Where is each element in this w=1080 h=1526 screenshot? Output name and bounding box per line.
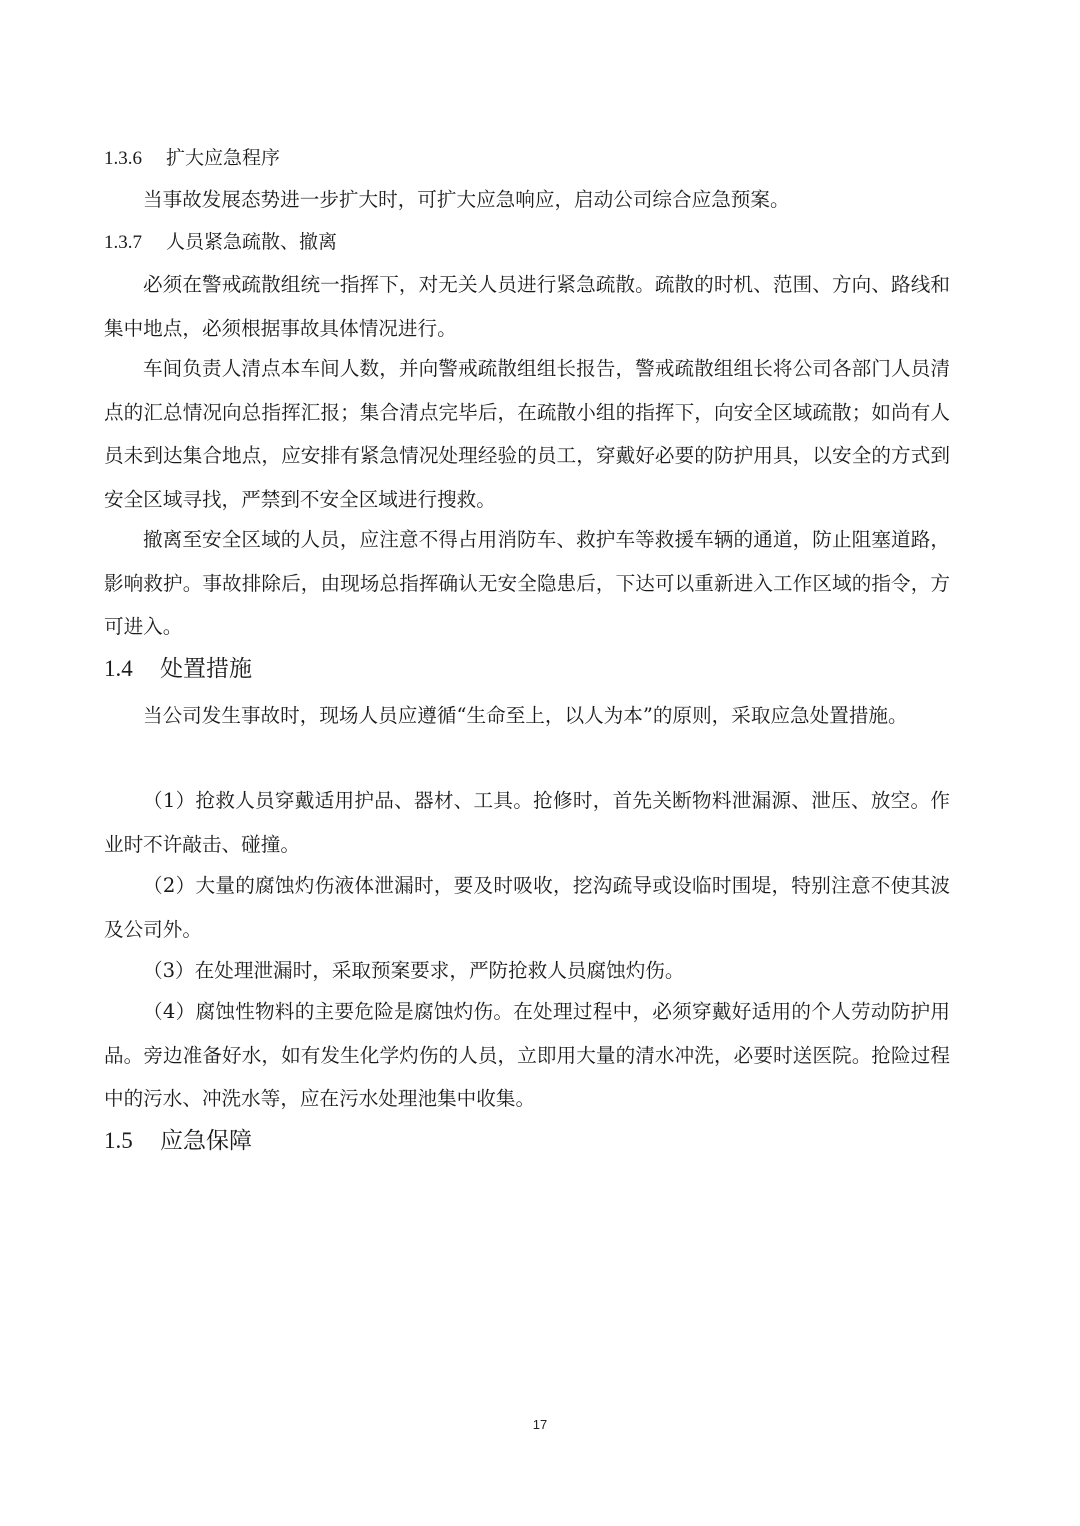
section-number: 1.3.6 <box>104 148 142 169</box>
paragraph-measure-1: （1）抢救人员穿戴适用护品、器材、工具。抢修时，首先关断物料泄漏源、泄压、放空。作业时不许敲击、碰撞。 <box>104 789 950 856</box>
section-number: 1.5 <box>104 1128 133 1153</box>
paragraph-measure-3: （3）在处理泄漏时，采取预案要求，严防抢救人员腐蚀灼伤。 <box>143 959 685 982</box>
page-number: 17 <box>532 1417 548 1432</box>
paragraph-measure-4: （4）腐蚀性物料的主要危险是腐蚀灼伤。在处理过程中，必须穿戴好适用的个人劳动防护用品。旁边准备好水，如有发生化学灼伤的人员，立即用大量的清水冲洗，必要时送医院。抢险过程中的污水、冲洗水等，应在污水处理池集中收集。 <box>104 1000 950 1110</box>
section-title: 应急保障 <box>160 1128 252 1154</box>
paragraph-measure-2: （2）大量的腐蚀灼伤液体泄漏时，要及时吸收，挖沟疏导或设临时围堤，特别注意不使其波及公司外。 <box>104 874 950 941</box>
section-heading-1-4 <box>104 654 252 684</box>
paragraph-safe-area: 撤离至安全区域的人员，应注意不得占用消防车、救护车等救援车辆的通道，防止阻塞道路，影响救护。事故排除后，由现场总指挥确认无安全隐患后，下达可以重新进入工作区域的指令，方可进入。 <box>104 528 950 638</box>
paragraph-measures-intro: 当公司发生事故时，现场人员应遵循“生命至上，以人为本”的原则，采取应急处置措施。 <box>143 704 908 727</box>
section-title: 处置措施 <box>160 656 252 682</box>
section-heading-1-3-6 <box>104 146 280 171</box>
paragraph-evacuation-command: 必须在警戒疏散组统一指挥下，对无关人员进行紧急疏散。疏散的时机、范围、方向、路线和集中地点，必须根据事故具体情况进行。 <box>104 273 950 340</box>
section-title: 扩大应急程序 <box>166 147 281 169</box>
section-number: 1.4 <box>104 656 133 681</box>
section-number: 1.3.7 <box>104 232 142 253</box>
section-heading-1-5 <box>104 1126 252 1156</box>
section-title: 人员紧急疏散、撤离 <box>166 231 338 253</box>
paragraph-headcount: 车间负责人清点本车间人数，并向警戒疏散组组长报告，警戒疏散组组长将公司各部门人员清点的汇总情况向总指挥汇报；集合清点完毕后，在疏散小组的指挥下，向安全区域疏散；如尚有人员未到达集合地点，应安排有紧急情况处理经验的员工，穿戴好必要的防护用具，以安全的方式到安全区域寻找，严禁到不安全区域进行搜救。 <box>104 357 950 511</box>
paragraph-escalation: 当事故发展态势进一步扩大时，可扩大应急响应，启动公司综合应急预案。 <box>143 188 790 211</box>
section-heading-1-3-7 <box>104 230 337 255</box>
